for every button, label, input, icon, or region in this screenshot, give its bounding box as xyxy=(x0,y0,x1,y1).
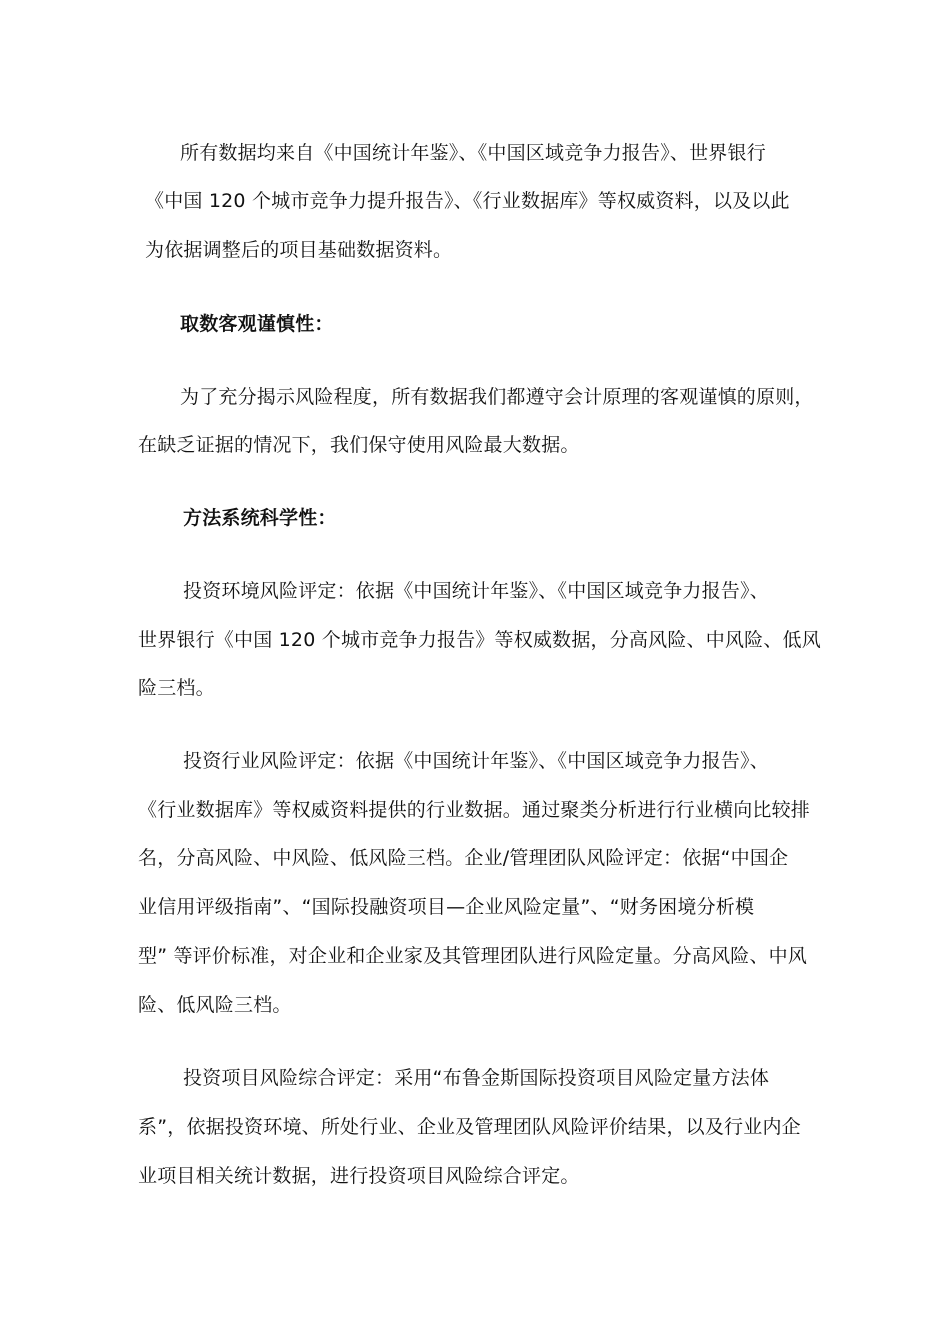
paragraph-4-line-2: 《行业数据库》等权威资料提供的行业数据。通过聚类分析进行行业横向比较排 xyxy=(138,799,811,821)
paragraph-3-line-2: 世界银行《中国 120 个城市竞争力报告》等权威数据，分高风险、中风险、低风 xyxy=(138,629,821,651)
paragraph-5-line-1: 投资项目风险综合评定：采用“布鲁金斯国际投资项目风险定量方法体 xyxy=(183,1067,770,1089)
paragraph-5-line-2: 系”，依据投资环境、所处行业、企业及管理团队风险评价结果，以及行业内企 xyxy=(138,1116,801,1138)
heading-data-prudence: 取数客观谨慎性： xyxy=(180,313,334,335)
paragraph-2-line-2: 在缺乏证据的情况下，我们保守使用风险最大数据。 xyxy=(138,434,580,456)
paragraph-5-line-3: 业项目相关统计数据，进行投资项目风险综合评定。 xyxy=(138,1165,580,1187)
paragraph-4-line-3: 名，分高风险、中风险、低风险三档。企业/管理团队风险评定：依据“中国企 xyxy=(138,847,789,869)
paragraph-4-line-6: 险、低风险三档。 xyxy=(138,994,292,1016)
paragraph-4-line-1: 投资行业风险评定：依据《中国统计年鉴》、《中国区域竞争力报告》、 xyxy=(183,750,769,772)
paragraph-1-line-2: 《中国 120 个城市竞争力提升报告》、《行业数据库》等权威资料，以及以此 xyxy=(145,190,790,212)
paragraph-1-line-3: 为依据调整后的项目基础数据资料。 xyxy=(145,239,453,261)
paragraph-2-line-1: 为了充分揭示风险程度，所有数据我们都遵守会计原理的客观谨慎的原则， xyxy=(180,386,814,408)
paragraph-4-line-5: 型” 等评价标准，对企业和企业家及其管理团队进行风险定量。分高风险、中风 xyxy=(138,945,808,967)
paragraph-3-line-3: 险三档。 xyxy=(138,677,215,699)
paragraph-1-line-1: 所有数据均来自《中国统计年鉴》、《中国区域竞争力报告》、世界银行 xyxy=(180,142,766,164)
paragraph-3-line-1: 投资环境风险评定：依据《中国统计年鉴》、《中国区域竞争力报告》、 xyxy=(183,580,769,602)
heading-method-scientific: 方法系统科学性： xyxy=(183,507,337,529)
paragraph-4-line-4: 业信用评级指南”、“国际投融资项目—企业风险定量”、“财务困境分析模 xyxy=(138,896,755,918)
